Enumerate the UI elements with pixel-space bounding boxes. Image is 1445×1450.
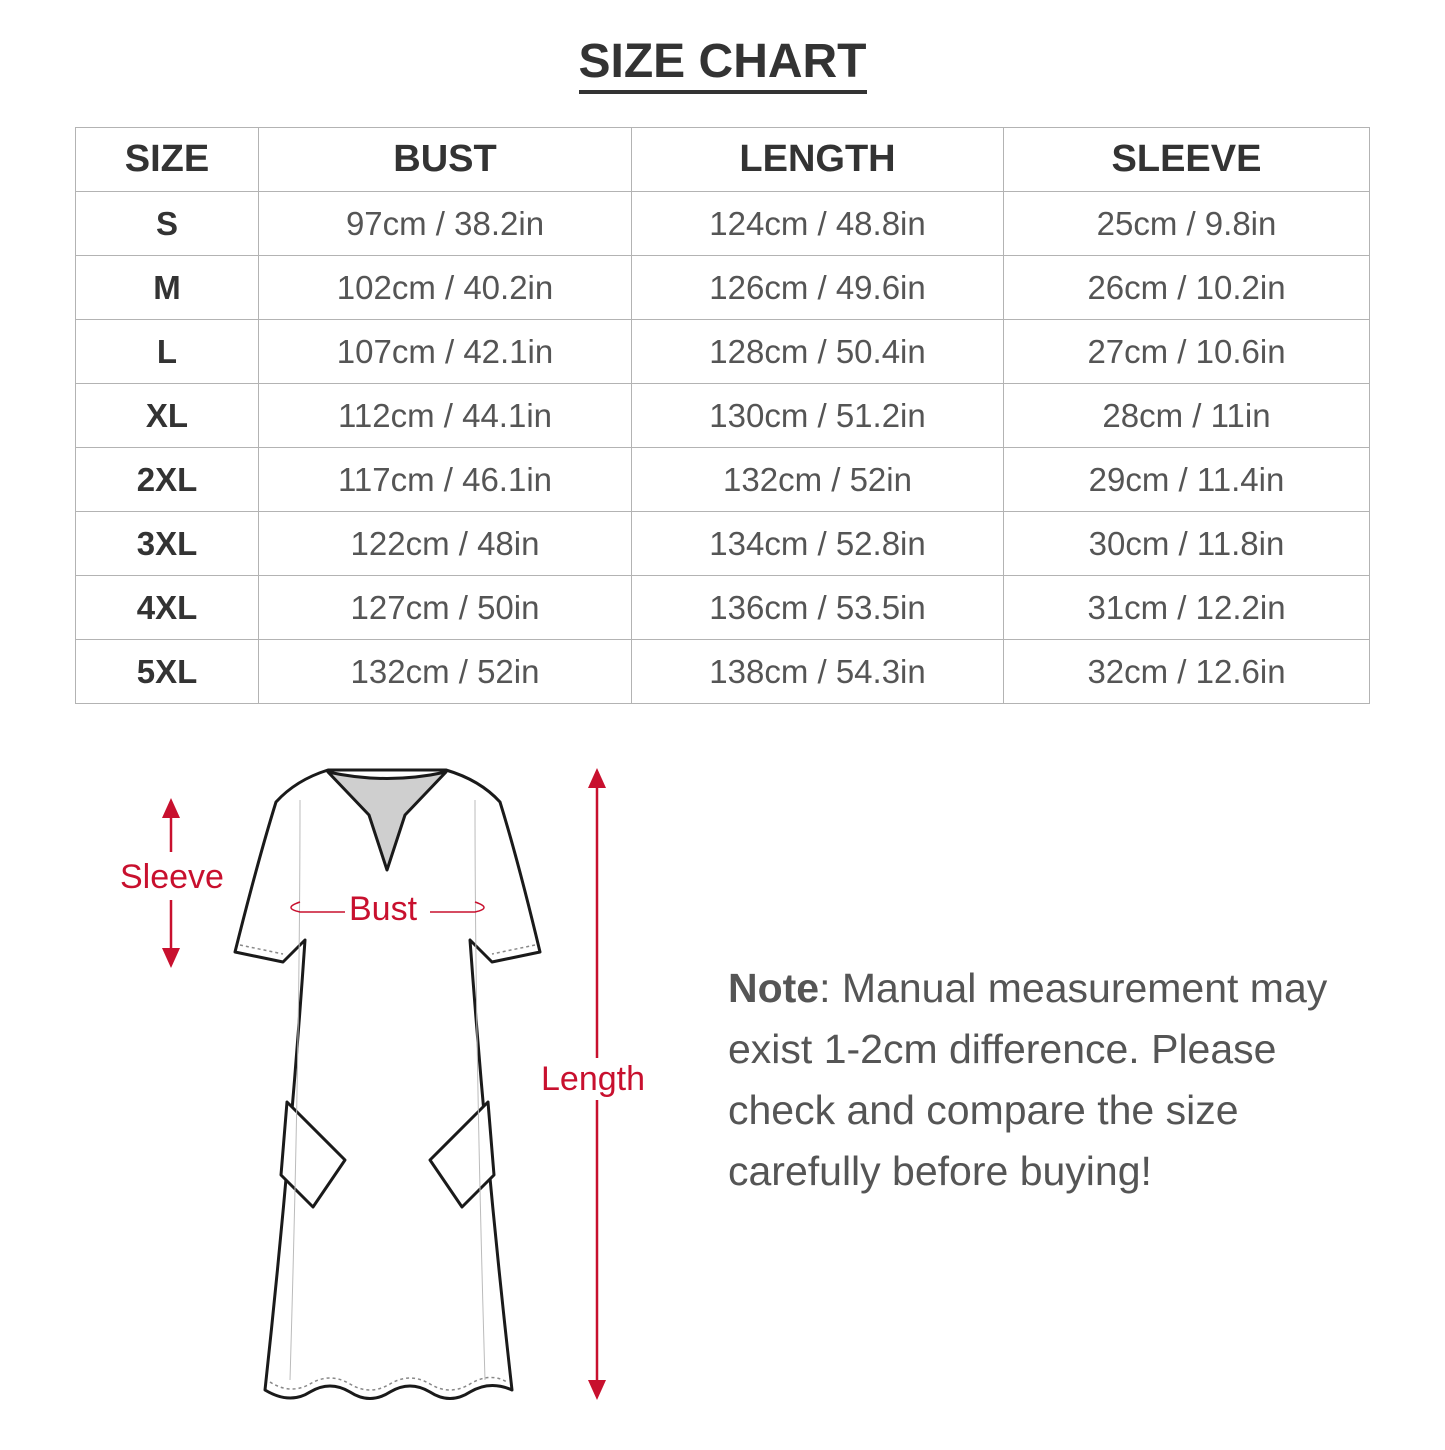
header-size: SIZE [76,128,259,192]
cell-bust: 117cm / 46.1in [259,448,632,512]
cell-length: 130cm / 51.2in [632,384,1004,448]
cell-sleeve: 30cm / 11.8in [1004,512,1370,576]
cell-sleeve: 25cm / 9.8in [1004,192,1370,256]
table-row [76,576,1370,640]
table-row [76,384,1370,448]
cell-length: 126cm / 49.6in [632,256,1004,320]
note-label: Note [728,965,820,1011]
cell-length: 138cm / 54.3in [632,640,1004,704]
cell-bust: 112cm / 44.1in [259,384,632,448]
table-row [76,512,1370,576]
cell-size: XL [76,384,259,448]
bust-label: Bust [349,890,418,928]
header-sleeve: SLEEVE [1004,128,1370,192]
dress-diagram [0,740,720,1445]
cell-size: 3XL [76,512,259,576]
cell-size: 5XL [76,640,259,704]
sleeve-label: Sleeve [120,858,224,896]
page-title [0,34,1445,94]
header-length: LENGTH [632,128,1004,192]
cell-bust: 102cm / 40.2in [259,256,632,320]
table-row [76,448,1370,512]
header-bust: BUST [259,128,632,192]
cell-bust: 97cm / 38.2in [259,192,632,256]
cell-sleeve: 31cm / 12.2in [1004,576,1370,640]
cell-sleeve: 32cm / 12.6in [1004,640,1370,704]
cell-sleeve: 26cm / 10.2in [1004,256,1370,320]
cell-bust: 122cm / 48in [259,512,632,576]
table-row [76,320,1370,384]
table-row [76,256,1370,320]
page-title-text: SIZE CHART [579,36,867,94]
cell-length: 132cm / 52in [632,448,1004,512]
cell-bust: 132cm / 52in [259,640,632,704]
cell-bust: 107cm / 42.1in [259,320,632,384]
cell-sleeve: 28cm / 11in [1004,384,1370,448]
cell-sleeve: 29cm / 11.4in [1004,448,1370,512]
cell-bust: 127cm / 50in [259,576,632,640]
table-row [76,640,1370,704]
cell-size: 4XL [76,576,259,640]
cell-size: S [76,192,259,256]
size-table-body [76,192,1370,704]
note-text: : Manual measurement may exist 1-2cm difference. Please check and compare the size carefully before buying! [728,965,1328,1194]
cell-size: 2XL [76,448,259,512]
cell-length: 124cm / 48.8in [632,192,1004,256]
length-label: Length [541,1060,645,1098]
table-header-row [76,128,1370,192]
cell-length: 134cm / 52.8in [632,512,1004,576]
measurement-note [728,958,1388,1202]
cell-size: L [76,320,259,384]
cell-size: M [76,256,259,320]
table-row [76,192,1370,256]
cell-length: 128cm / 50.4in [632,320,1004,384]
cell-length: 136cm / 53.5in [632,576,1004,640]
size-table [75,127,1370,704]
cell-sleeve: 27cm / 10.6in [1004,320,1370,384]
